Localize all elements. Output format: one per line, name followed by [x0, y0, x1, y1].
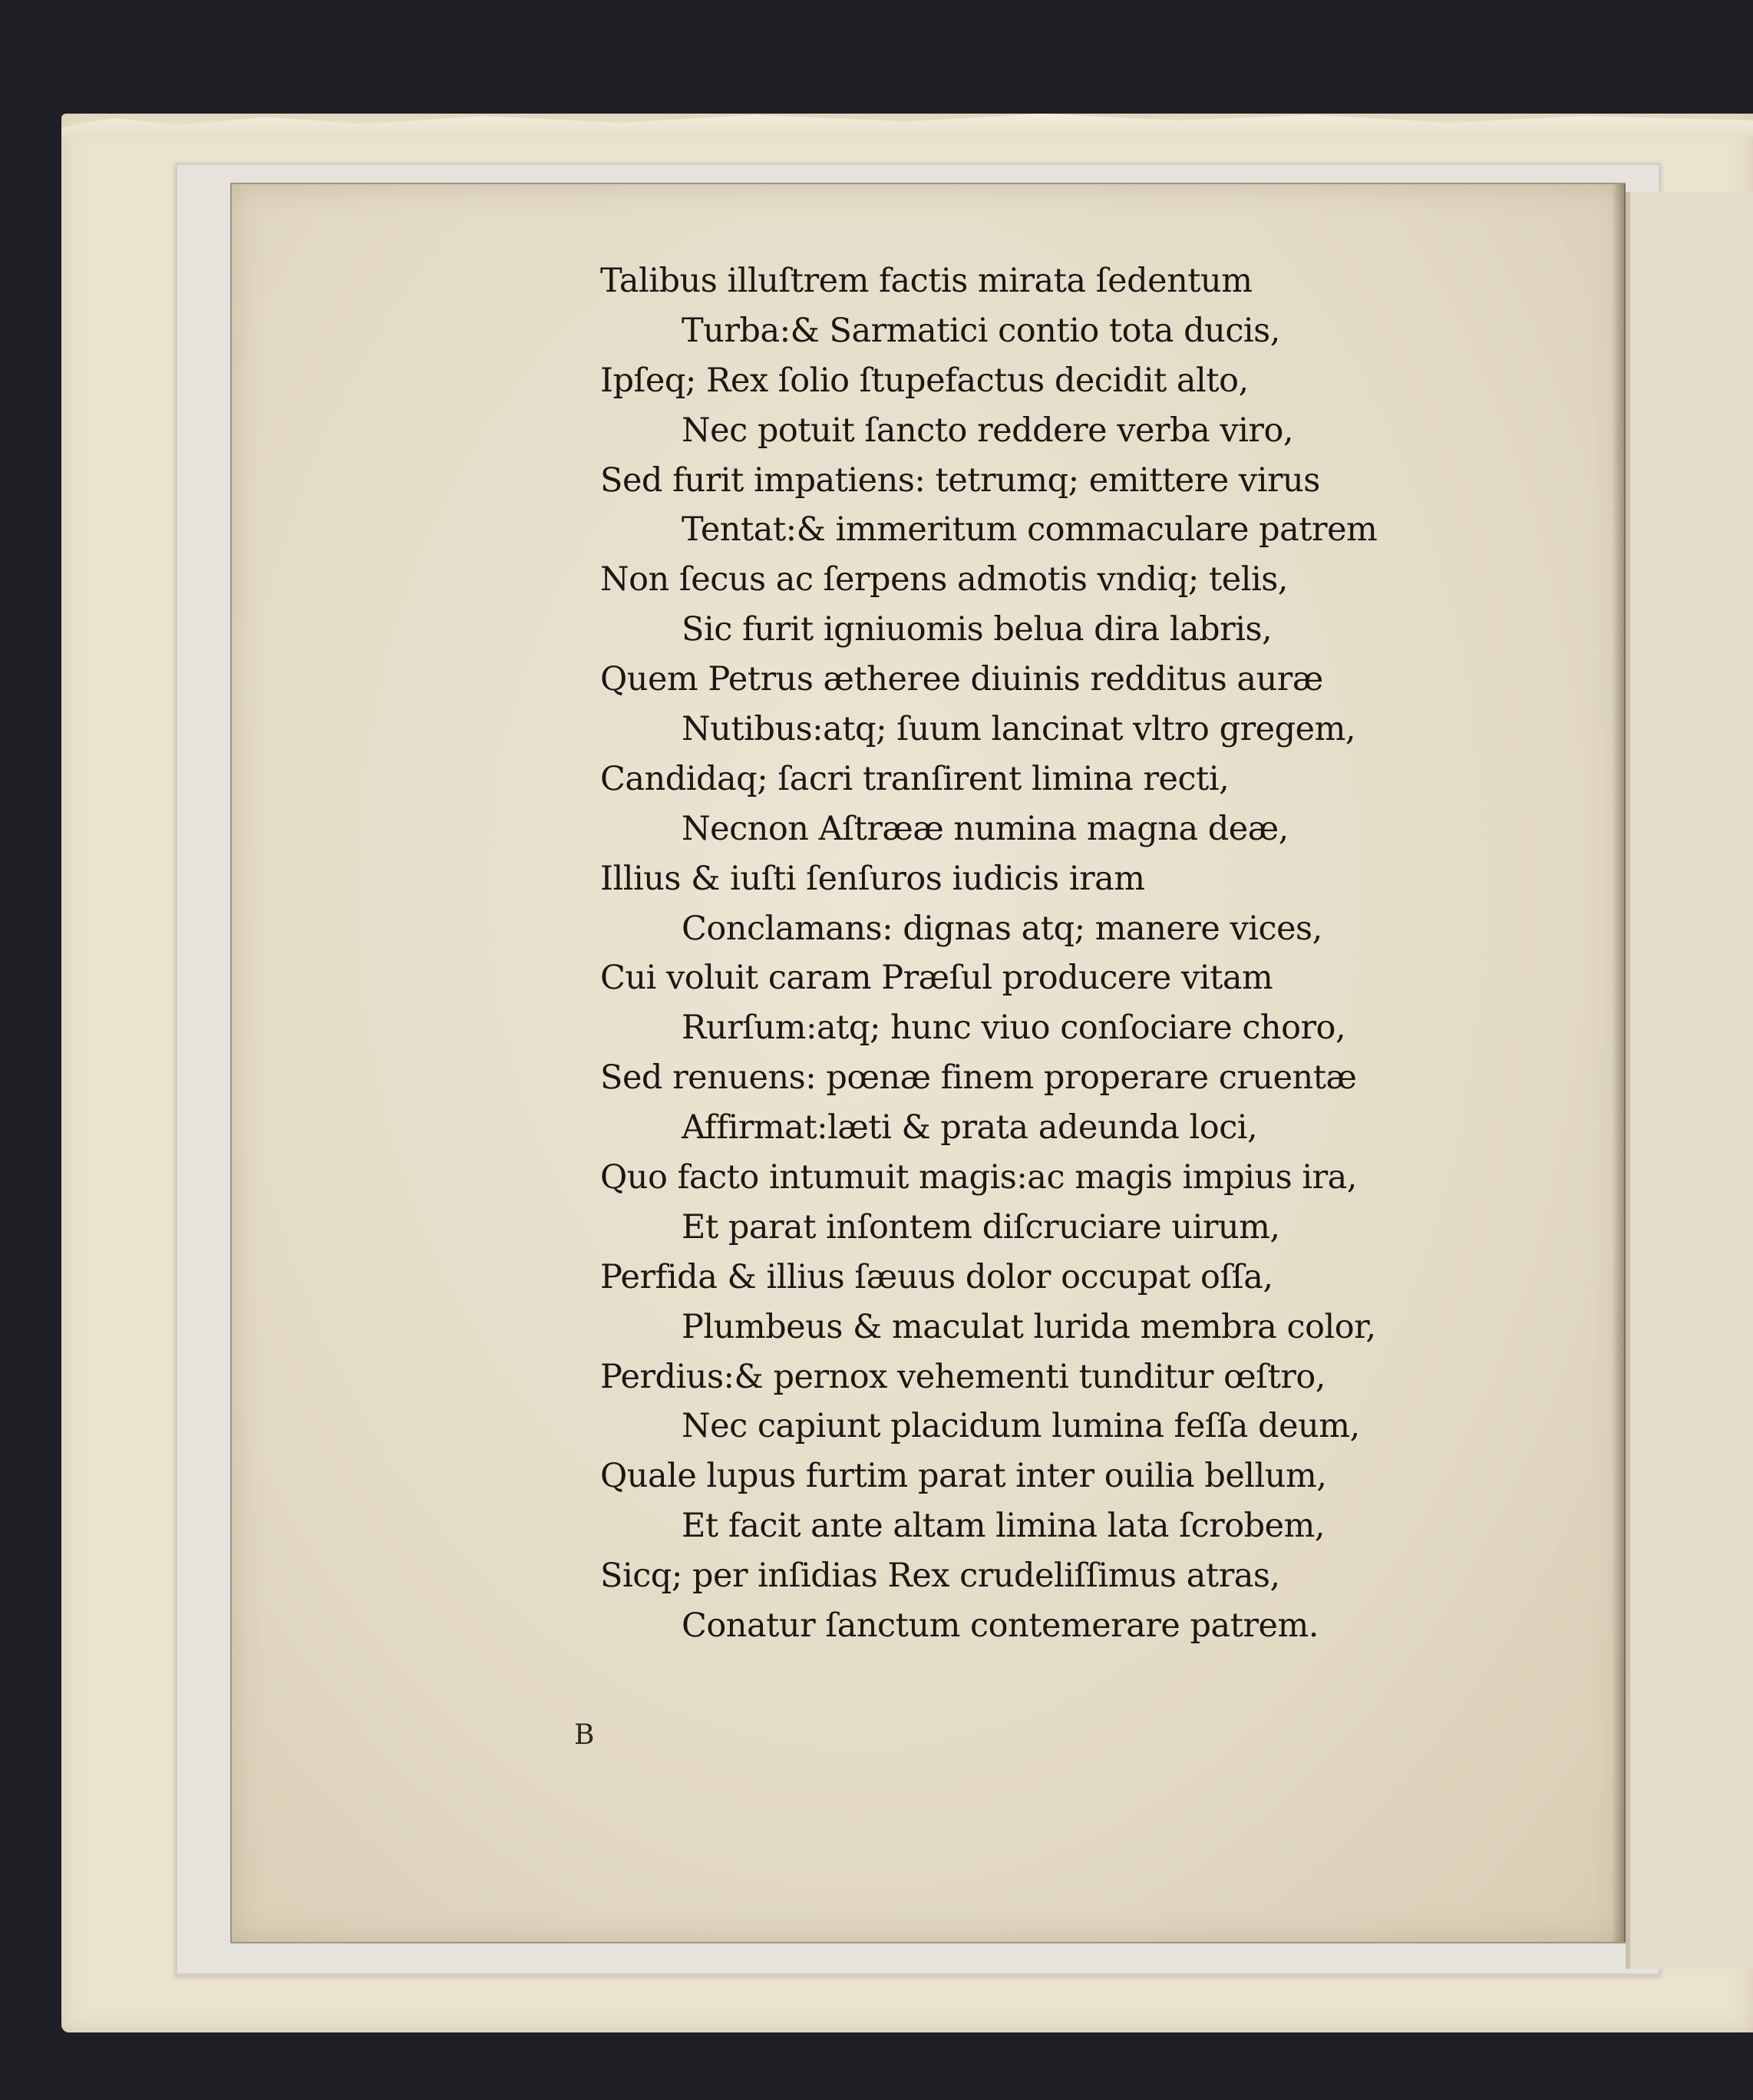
- poem-line: Perdius:& pernox vehementi tunditur œſtro,: [600, 1357, 1325, 1396]
- poem-line: Et parat inſontem diſcruciare uirum,: [682, 1207, 1280, 1246]
- poem-line: Candidaq; ſacri tranſirent limina recti,: [600, 759, 1230, 798]
- poem-line: Perfida & illius ſæuus dolor occupat oſſa,: [600, 1257, 1273, 1296]
- poem-line: Quale lupus furtim parat inter ouilia bellum,: [600, 1457, 1327, 1496]
- poem-line: Quem Petrus ætheree diuinis redditus auræ: [600, 660, 1323, 699]
- poem-line: Talibus illuſtrem factis mirata ſedentum: [600, 262, 1253, 300]
- signature-mark: B: [574, 1719, 595, 1751]
- poem-line: Sed furit impatiens: tetrumq; emittere virus: [600, 461, 1320, 500]
- poem-line: Illius & iuſti ſenſuros iudicis iram: [600, 859, 1145, 898]
- poem-line: Sic furit igniuomis belua dira labris,: [682, 610, 1273, 649]
- poem-line: Conclamans: dignas atq; manere vices,: [682, 909, 1322, 948]
- gutter-shadow: [1612, 184, 1626, 1942]
- poem-line: Nutibus:atq; ſuum lancinat vltro gregem,: [682, 710, 1356, 749]
- poem-line: Quo facto intumuit magis:ac magis impius ira,: [600, 1158, 1357, 1197]
- poem-line: Turba:& Sarmatici contio tota ducis,: [682, 311, 1280, 350]
- poem-line: Nec capiunt placidum lumina feſſa deum,: [682, 1407, 1360, 1446]
- poem-line: Nec potuit ſancto reddere verba viro,: [682, 411, 1294, 450]
- poem-line: Conatur ſanctum contemerare patrem.: [682, 1606, 1319, 1646]
- facing-leaf: [1626, 192, 1753, 1969]
- poem-line: Et facit ante altam limina lata ſcrobem,: [682, 1507, 1325, 1546]
- poem-line: Cui voluit caram Præſul producere vitam: [600, 959, 1273, 998]
- poem-line: Non ſecus ac ſerpens admotis vndiq; telis,: [600, 560, 1288, 599]
- poem-line: Necnon Aſtrææ numina magna deæ,: [682, 809, 1289, 848]
- poem-line: Rurſum:atq; hunc viuo conſociare choro,: [682, 1009, 1346, 1048]
- poem-line: Plumbeus & maculat lurida membra color,: [682, 1307, 1376, 1346]
- poem-line: Sicq; per inſidias Rex crudeliſſimus atras,: [600, 1557, 1280, 1596]
- poem-line: Tentat:& immeritum commaculare patrem: [682, 510, 1378, 550]
- poem-text: [600, 256, 1414, 1651]
- poem-line: Ipſeq; Rex ſolio ſtupefactus decidit alto,: [600, 361, 1249, 400]
- poem-line: Affirmat:læti & prata adeunda loci,: [682, 1108, 1258, 1147]
- poem-line: Sed renuens: pœnæ finem properare cruentæ: [600, 1058, 1357, 1098]
